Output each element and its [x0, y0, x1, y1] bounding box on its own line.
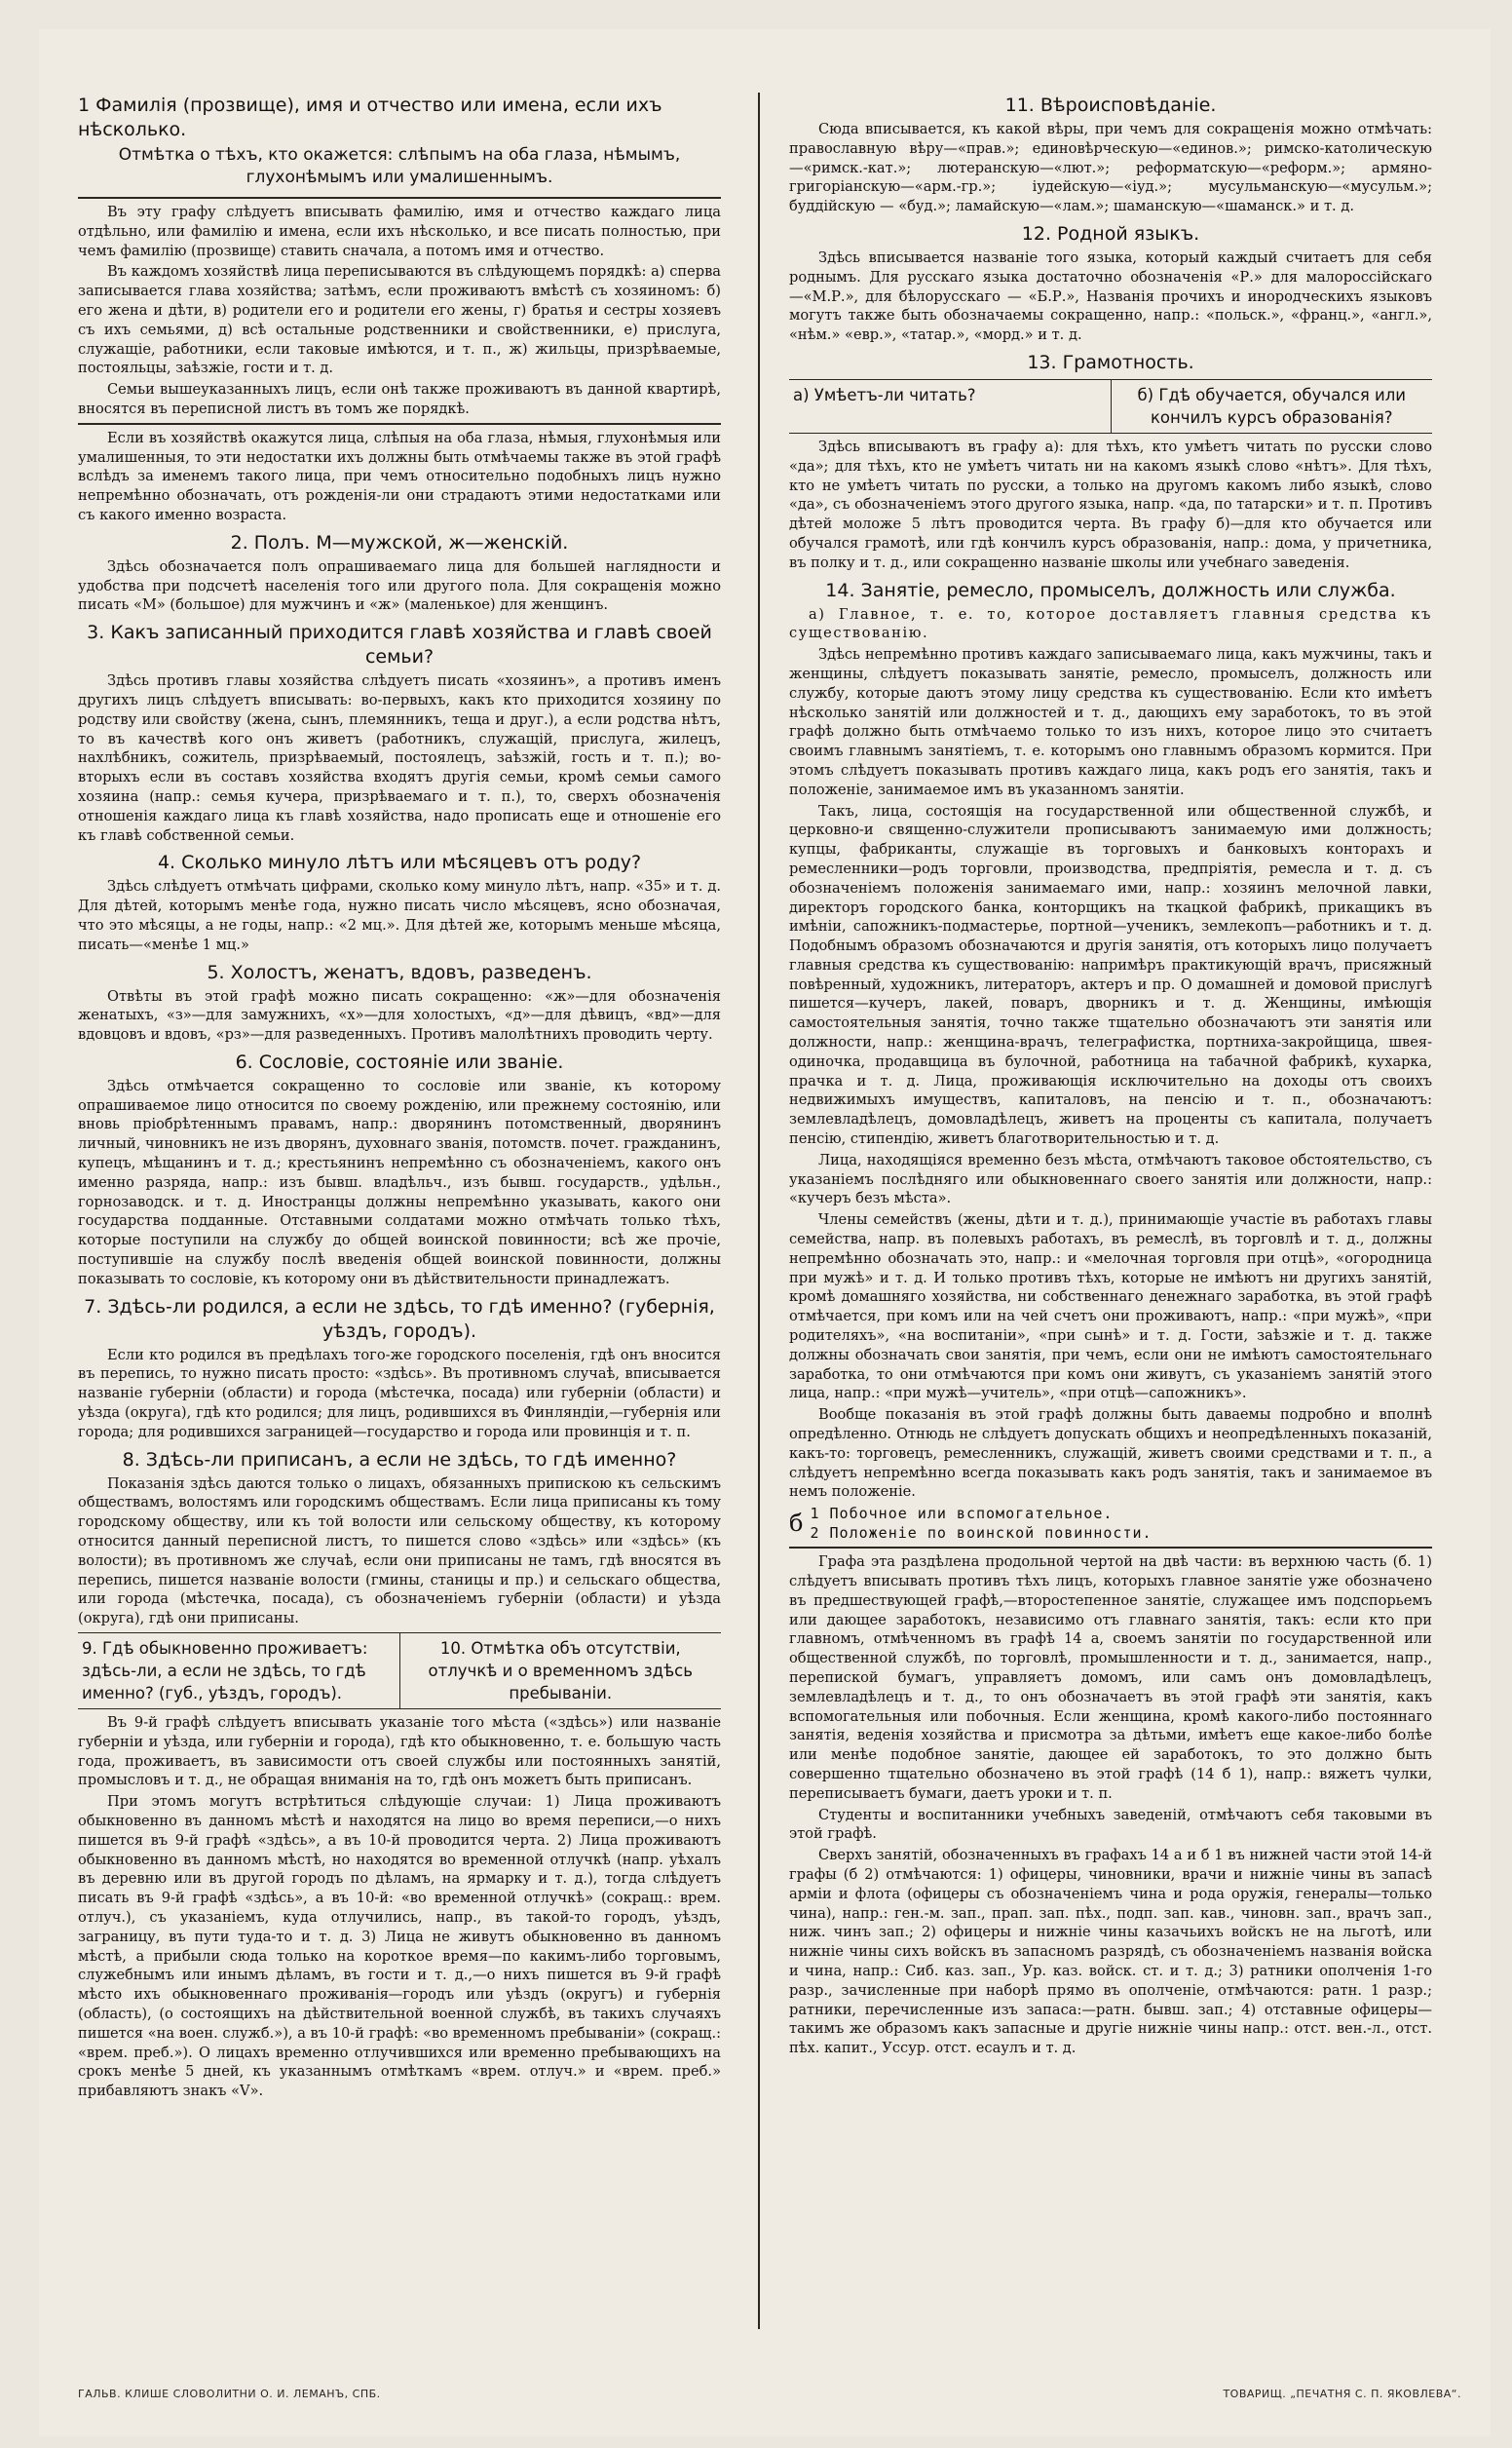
section-14-paragraph: Такъ, лица, состоящія на государственной или общественной службѣ, и церковно-и священно-служители прописываютъ занимаемую ими должность; купцы, фабриканты, служащіе въ торговыхъ и банковыхъ конторахъ и ремесленники—родъ торговли, производства, предпріятія, ремесла и т. д. съ обозначеніемъ положенія занимаемаго ими, напр.: хозяинъ мелочной лавки, директоръ городского банка, конторщикъ на ткацкой фабрикѣ, прикащикъ въ имѣніи, сапожникъ-подмастерье, портной—ученикъ, землекопъ—работникъ и т. д. Подобнымъ образомъ обозначаются и другія занятія, отъ которыхъ лицо получаетъ главныя средства къ существованію: напримѣръ практикующій врачъ, присяжный повѣренный, художникъ, литераторъ, актеръ и пр. О домашней и домовой прислугѣ пишется—кучеръ, лакей, поваръ, дворникъ и т. д. Женщины, имѣющія самостоятельныя занятія, точно также тщательно обозначаютъ эти занятія или должности, напр.: женщина-врачъ, телеграфистка, портниха-закройщица, швея-одиночка, продавщица въ булочной, работница на табачной фабрикѣ, кухарка, прачка и т. д. Лица, проживающія исключительно на доходы отъ своихъ недвижимыхъ имуществъ, капиталовъ, на пенсію и т. п., обозначаютъ: землевладѣлецъ, домовладѣлецъ, живетъ на проценты съ капитала, получаетъ пенсію, стипендію, живетъ благотворительностью и т. д.: [789, 802, 1432, 1148]
section-7-paragraph: Если кто родился въ предѣлахъ того-же городского поселенія, гдѣ онъ вносится въ перепись, то нужно писать просто: «здѣсь». Въ противномъ случаѣ, вписывается названіе губерніи (области) и города (мѣстечка, посада) или губерніи (области) и уѣзда (округа), гдѣ кто родился; для лицъ, родившихся въ Финляндіи,—губернія или города; для родившихся заграницей—государство и города или провинція и т. п.: [78, 1346, 721, 1440]
section-1-subheading: Отмѣтка о тѣхъ, кто окажется: слѣпымъ на оба глаза, нѣмымъ, глухонѣмымъ или умалишеннымъ.: [118, 145, 681, 187]
divider-rule: [78, 197, 721, 199]
section-9-paragraph: При этомъ могутъ встрѣтиться слѣдующіе случаи: 1) Лица проживаютъ обыкновенно въ данномъ мѣстѣ и находятся на лицо во время переписи,—о нихъ пишется въ 9-й графѣ «здѣсь», а въ 10-й проводится черта. 2) Лица проживаютъ обыкновенно въ данномъ мѣстѣ, но находятся во временной отлучкѣ (напр. уѣхалъ въ деревню или въ другой городъ по дѣламъ, на ярмарку и т. д.), тогда слѣдуетъ писать въ 9-й графѣ «здѣсь», а въ 10-й: «во временной отлучкѣ» (сокращ.: врем. отлуч.), съ указаніемъ, куда отлучились, напр., въ такой-то городъ, уѣздъ, заграницу, въ пути туда-то и т. д. 3) Лица не живутъ обыкновенно въ данномъ мѣстѣ, а прибыли сюда только на короткое время—по какимъ-либо торговымъ, служебнымъ или инымъ дѣламъ, въ гости и т. д.,—о нихъ пишется въ 9-й графѣ мѣсто ихъ обыкновеннаго проживанія—городъ или уѣздъ (округъ) и губернія (область), (о состоящихъ на дѣйствительной военной службѣ, въ такихъ случаяхъ пишется «на воен. служб.»), а въ 10-й графѣ: «во временномъ пребываніи» (сокращ.: «врем. преб.»). О лицахъ временно отлучившихся или временно пребывающихъ на срокъ менѣе 5 дней, къ указаннымъ отмѣткамъ «врем. отлуч.» и «врем. преб.» прибавляютъ знакъ «V».: [78, 1793, 721, 2100]
section-14-paragraph: Вообще показанія въ этой графѣ должны быть даваемы подробно и вполнѣ опредѣленно. Отнюдь не слѣдуетъ допускать общихъ и неопредѣленныхъ показаній, какъ-то: торговецъ, ремесленникъ, служащій, живетъ своими средствами и т. п., а слѣдуетъ непремѣнно всегда показывать какъ родъ занятія, такъ и занимаемое въ немъ положеніе.: [789, 1406, 1432, 1501]
section-3-heading: 3. Какъ записанный приходится главѣ хозяйства и главѣ своей семьи?: [87, 622, 712, 669]
section-14-paragraph: Студенты и воспитанники учебныхъ заведеній, отмѣчаютъ себя таковыми въ этой графѣ.: [789, 1806, 1432, 1843]
section-1-paragraph: Въ эту графу слѣдуетъ вписывать фамилію, имя и отчество каждаго лица отдѣльно, или фамилію и имена, если ихъ нѣсколько, и все писать полностью, при чемъ фамилію (прозвище) ставить сначала, а потомъ имя и отчество.: [78, 204, 721, 259]
section-14-paragraph: Здѣсь непремѣнно противъ каждаго записываемаго лица, какъ мужчины, такъ и женщины, слѣдуетъ показывать занятіе, ремесло, промыселъ, должность или службу, которые даютъ этому лицу средства къ существованію. Если кто имѣетъ нѣсколько занятій или должностей и т. д., дающихъ ему заработокъ, то въ этой графѣ должно быть отмѣчаемо только то изъ нихъ, которое лицо это считаетъ своимъ главнымъ занятіемъ, т. е. которымъ оно главнымъ образомъ кормится. При этомъ слѣдуетъ показывать противъ каждаго лица, какъ родъ его занятія, такъ и положеніе, занимаемое имъ въ указанномъ занятіи.: [789, 646, 1432, 798]
section-1-paragraph: Въ каждомъ хозяйствѣ лица переписываются въ слѣдующемъ порядкѣ: а) сперва записывается глава хозяйства; затѣмъ, если проживаютъ вмѣстѣ съ хозяиномъ: б) его жена и дѣти, в) родители его и родители его жены, г) братья и сестры хозяевъ съ ихъ семьями, д) всѣ остальные родственники и свойственники, е) прислуга, служащіе, работники, если таковые имѣются, и т. п., ж) жильцы, призрѣваемые, постояльцы, заѣзжіе, гости и т. д.: [78, 263, 721, 377]
section-5-paragraph: Отвѣты въ этой графѣ можно писать сокращенно: «ж»—для обозначенія женатыхъ, «з»—для замужнихъ, «х»—для холостыхъ, «д»—для дѣвицъ, «вд»—для вдовцовъ и вдовъ, «рз»—для разведенныхъ. Противъ малолѣтнихъ проводить черту.: [78, 987, 721, 1044]
printer-credit-left: ГАЛЬВ. КЛИШЕ СЛОВОЛИТНИ О. И. ЛЕМАНЪ, СПБ.: [78, 2388, 381, 2400]
section-1-paragraph: Семьи вышеуказанныхъ лицъ, если онѣ также проживаютъ въ данной квартирѣ, вносятся въ переписной листъ въ томъ же порядкѣ.: [78, 381, 721, 417]
section-4-heading: 4. Сколько минуло лѣтъ или мѣсяцевъ отъ роду?: [157, 852, 642, 874]
section-14b2-heading: 2 Положеніе по воинской повинности.: [810, 1524, 1153, 1543]
section-2-heading: 2. Полъ. М—мужской, ж—женскій.: [230, 531, 569, 554]
section-8-paragraph: Показанія здѣсь даются только о лицахъ, обязанныхъ припискою къ сельскимъ обществамъ, волостямъ или городскимъ обществамъ. Если лица приписаны къ тому городскому обществу, или къ той волости или сельскому обществу, къ которому относится данный переписной листъ, то пишется слово «здѣсь» или «здѣсь» (къ волости); въ противномъ же случаѣ, если они приписаны не тамъ, гдѣ вносятся въ перепись, пишется названіе волости (гмины, станицы и пр.) и сельскаго общества, или города (мѣстечка, посада), съ обозначеніемъ губерніи (области) и уѣзда (округа), гдѣ они приписаны.: [78, 1474, 721, 1627]
section-6-paragraph: Здѣсь отмѣчается сокращенно то сословіе или званіе, къ которому опрашиваемое лицо относится по своему рожденію, или прежнему состоянію, или вновь пріобрѣтеннымъ правамъ, напр.: дворянинъ потомственный, дворянинъ личный, чиновникъ не изъ дворянъ, духовнаго званія, потомств. почет. гражданинъ, купецъ, мѣщанинъ и т. д.; крестьянинъ непремѣнно съ обозначеніемъ, какого онъ именно разряда, напр.: изъ бывш. владѣльч., изъ бывш. государств., удѣльн., горнозаводск. и т. д. Иностранцы должны непремѣнно указывать, какого они государства подданные. Отставными солдатами можно отмѣчать только тѣхъ, которые поступили на службу до общей воинской повинности; всѣ же прочіе, поступившіе на службу послѣ введенія общей воинской повинности, должны показывать то сословіе, къ которому они въ дѣйствительности принадлежатъ.: [78, 1077, 721, 1287]
section-2-paragraph: Здѣсь обозначается полъ опрашиваемаго лица для большей наглядности и удобства при подсчетѣ населенія того или другого пола. Для сокращенія можно писать «М» (большое) для мужчинъ и «ж» (маленькое) для женщинъ.: [78, 557, 721, 614]
section-13a-heading: а) Умѣетъ-ли читать?: [793, 385, 976, 404]
section-13-heading: 13. Грамотность.: [1027, 351, 1194, 373]
section-4-paragraph: Здѣсь слѣдуетъ отмѣчать цифрами, сколько кому минуло лѣтъ, напр. «35» и т. д. Для дѣтей, которымъ менѣе года, нужно писать число мѣсяцевъ, ясно обозначая, что это мѣсяцы, а не годы, напр.: «2 мц.». Для дѣтей же, которымъ меньше мѣсяца, писать—«менѣе 1 мц.»: [78, 878, 721, 953]
divider-rule: [78, 423, 721, 425]
section-14-paragraph: Члены семействъ (жены, дѣти и т. д.), принимающіе участіе въ работахъ главы семейства, напр. въ полевыхъ работахъ, въ ремеслѣ, въ торговлѣ и т. д., должны непремѣнно обозначать это, напр.: и «мелочная торговля при отцѣ», «огородница при мужѣ» и т. д. И только противъ тѣхъ, которые не имѣютъ ни другихъ занятій, кромѣ домашняго хозяйства, ни собственнаго денежнаго заработка, въ этой графѣ отмѣчается, при комъ или на чей счетъ они проживаютъ, напр.: «при мужѣ», «при родителяхъ», «на воспитаніи», «при сынѣ» и т. д. Гости, заѣзжіе и т. д. также должны обозначать свои занятія, при чемъ, если они не имѣютъ самостоятельнаго заработка, то они отмѣчаются при комъ они живутъ, съ указаніемъ занятій этого лица, напр.: «при мужѣ—учитель», «при отцѣ—сапожникъ».: [789, 1211, 1432, 1402]
section-9-10-headings: [78, 1632, 721, 1709]
section-13b-heading: б) Гдѣ обучается, обучался или кончилъ курсъ образованія?: [1111, 380, 1433, 433]
section-14a-subheading: а) Главное, т. е. то, которое доставляетъ главныя средства къ существованію.: [789, 605, 1432, 642]
section-7-heading: 7. Здѣсь-ли родился, а если не здѣсь, то гдѣ именно? (губернія, уѣздъ, городъ).: [84, 1295, 715, 1342]
section-11-paragraph: Сюда вписывается, къ какой вѣры, при чемъ для сокращенія можно отмѣчать: православную вѣру—«прав.»; единовѣрческую—«единов.»; римско-католическую—«римск.-кат.»; лютеранскую—«лют.»; реформатскую—«реформ.»; армяно-григоріанскую—«арм.-гр.»; іудейскую—«іуд.»; мусульманскую—«мусульм.»; буддійскую — «буд.»; ламайскую—«лам.»; шаманскую—«шаманск.» и т. д.: [789, 121, 1432, 215]
right-column: [789, 88, 1432, 2329]
column-divider: [758, 93, 760, 2329]
section-14b-subheadings: [789, 1504, 1432, 1543]
section-11-heading: 11. Вѣроисповѣданіе.: [1004, 95, 1217, 116]
section-14b1-heading: 1 Побочное или вспомогательное.: [810, 1505, 1114, 1523]
section-9-paragraph: Въ 9-й графѣ слѣдуетъ вписывать указаніе того мѣста («здѣсь») или названіе губерніи и уѣзда, или губерніи и города), гдѣ кто обыкновенно, т. е. большую часть года, проживаетъ, въ зависимости отъ своей службы или постоянныхъ занятій, промысловъ и т. д., не обращая вниманія на то, гдѣ онъ можетъ быть приписанъ.: [78, 1714, 721, 1789]
section-10-heading: 10. Отмѣтка объ отсутствіи, отлучкѣ и о временномъ здѣсь пребываніи.: [399, 1633, 722, 1708]
census-instructions-sheet: [39, 29, 1491, 2436]
section-13-subheadings: [789, 379, 1432, 434]
section-6-heading: 6. Сословіе, состояніе или званіе.: [235, 1051, 564, 1073]
section-1-paragraph: Если въ хозяйствѣ окажутся лица, слѣпыя на оба глаза, нѣмыя, глухонѣмыя или умалишенныя, то эти недостатки ихъ должны быть отмѣчаемы также въ этой графѣ вслѣдъ за именемъ такого лица, при чемъ относительно подобныхъ лицъ нужно непремѣнно обозначать, отъ рожденія-ли они страдаютъ этими недостатками или съ какого именно возраста.: [78, 429, 721, 523]
section-5-heading: 5. Холостъ, женатъ, вдовъ, разведенъ.: [207, 961, 592, 983]
section-14-paragraph: Лица, находящіяся временно безъ мѣста, отмѣчаютъ таковое обстоятельство, съ указаніемъ послѣдняго или обыкновеннаго своего занятія или должности, напр.: «кучеръ безъ мѣста».: [789, 1151, 1432, 1207]
divider-rule: [789, 1547, 1432, 1549]
section-12-heading: 12. Родной языкъ.: [1021, 222, 1200, 245]
section-14-paragraph: Графа эта раздѣлена продольной чертой на двѣ части: въ верхнюю часть (б. 1) слѣдуетъ вписывать противъ тѣхъ лицъ, которыхъ главное занятіе уже обозначено въ предшествующей графѣ,—второстепенное занятіе, служащее имъ подспорьемъ или дающее заработокъ, независимо отъ главнаго занятія, такъ: если кто при главномъ, отмѣченномъ въ графѣ 14 а, своемъ занятіи по государственной или общественной службѣ, по торговлѣ, промышленности и т. д., занимается, напр., перепиской бумагъ, управляетъ домомъ, или самъ онъ домовладѣлецъ, землевладѣлецъ и т. д., то онъ обозначаетъ въ этой графѣ эти занятія, какъ вспомогательныя или побочныя. Если женщина, кромѣ какого-либо постояннаго занятія, веденія хозяйства и присмотра за дѣтьми, имѣетъ еще какое-либо болѣе или менѣе подобное занятіе, дающее ей заработокъ, то это должно быть совершенно тщательно обозначено въ этой графѣ (14 б 1), напр.: вяжетъ чулки, переписываетъ бумаги, даетъ уроки и т. п.: [789, 1553, 1432, 1802]
section-14b-letter: б: [789, 1510, 805, 1538]
section-14-paragraph: Сверхъ занятій, обозначенныхъ въ графахъ 14 а и б 1 въ нижней части этой 14-й графы (б 2) отмѣчаются: 1) офицеры, чиновники, врачи и нижніе чины въ запасѣ арміи и флота (офицеры съ обозначеніемъ чина и рода оружія, генералы—только чина), напр.: ген.-м. зап., прап. зап. пѣх., подп. зап. кав., чиновн. зап., врачъ зап., ниж. чинъ зап.; 2) офицеры и нижніе чины казачьихъ войскъ не на льготѣ, или нижніе чины сихъ войскъ въ запасномъ разрядѣ, съ обозначеніемъ названія войска и чина, напр.: Сиб. каз. зап., Ур. каз. войск. ст. и т. д.; 3) ратники ополченія 1-го разр., зачисленные при наборѣ прямо въ ополченіе, отмѣчаются: ратн. 1 разр.; ратники, перечисленные изъ запаса:—ратн. бывш. зап.; 4) отставные офицеры—такимъ же образомъ какъ запасные и другіе нижніе чины напр.: отст. вен.-л., отст. пѣх. капит., Уссур. отст. есаулъ и т. д.: [789, 1847, 1432, 2057]
section-1-heading: 1 Фамилія (прозвище), имя и отчество или имена, если ихъ нѣсколько.: [78, 95, 662, 140]
printer-credit-right: ТОВАРИЩ. „ПЕЧАТНЯ С. П. ЯКОВЛЕВА“.: [1223, 2388, 1461, 2400]
section-14-heading: 14. Занятіе, ремесло, промыселъ, должность или служба.: [825, 579, 1396, 601]
section-8-heading: 8. Здѣсь-ли приписанъ, а если не здѣсь, то гдѣ именно?: [122, 1448, 677, 1471]
section-3-paragraph: Здѣсь противъ главы хозяйства слѣдуетъ писать «хозяинъ», а противъ именъ другихъ лицъ слѣдуетъ вписывать: во-первыхъ, какъ кто приходится хозяину по родству или свойству (жена, сынъ, племянникъ, теща и друг.), а если родства нѣтъ, то въ качествѣ кого онъ живетъ (работникъ, служащій, прислуга, жилецъ, нахлѣбникъ, сожитель, призрѣваемый, постоялецъ, заѣзжій, гость и т. п.); во-вторыхъ если въ составъ хозяйства входятъ другія семьи, кромѣ семьи самого хозяина (напр.: семья кучера, призрѣваемаго и т. п.), то, сверхъ обозначенія отношенія каждаго лица къ главѣ хозяйства, надо прописать еще и отношеніе его къ главѣ собственной семьи.: [78, 672, 721, 844]
left-column: [78, 88, 721, 2329]
section-12-paragraph: Здѣсь вписывается названіе того языка, который каждый считаетъ для себя роднымъ. Для русскаго языка достаточно обозначенія «Р.» для малороссійскаго—«М.Р.», для бѣлорусскаго — «Б.Р.», Названія прочихъ и инородческихъ языковъ могутъ также быть обозначаемы сокращенно, напр.: «польск.», «франц.», «англ.», «нѣм.» «евр.», «татар.», «морд.» и т. д.: [789, 249, 1432, 344]
section-9-heading: 9. Гдѣ обыкновенно проживаетъ: здѣсь-ли, а если не здѣсь, то гдѣ именно? (губ., уѣздъ, городъ).: [82, 1639, 368, 1703]
section-13-paragraph: Здѣсь вписываютъ въ графу а): для тѣхъ, кто умѣетъ читать по русски слово «да»; для тѣхъ, кто не умѣетъ читать ни на какомъ языкѣ слово «нѣтъ». Для тѣхъ, кто не умѣетъ читать по русски, а только на другомъ какомъ либо языкѣ, слово «да», съ обозначеніемъ этого другого языка, напр. «да, по татарски» и т. п. Противъ дѣтей моложе 5 лѣтъ проводится черта. Въ графу б)—для кто обучается или обучался грамотѣ, или гдѣ кончилъ курсъ образованія, напр.: дома, у причетника, въ полку и т. д., или сокращенно названіе школы или учебнаго заведенія.: [789, 438, 1432, 571]
